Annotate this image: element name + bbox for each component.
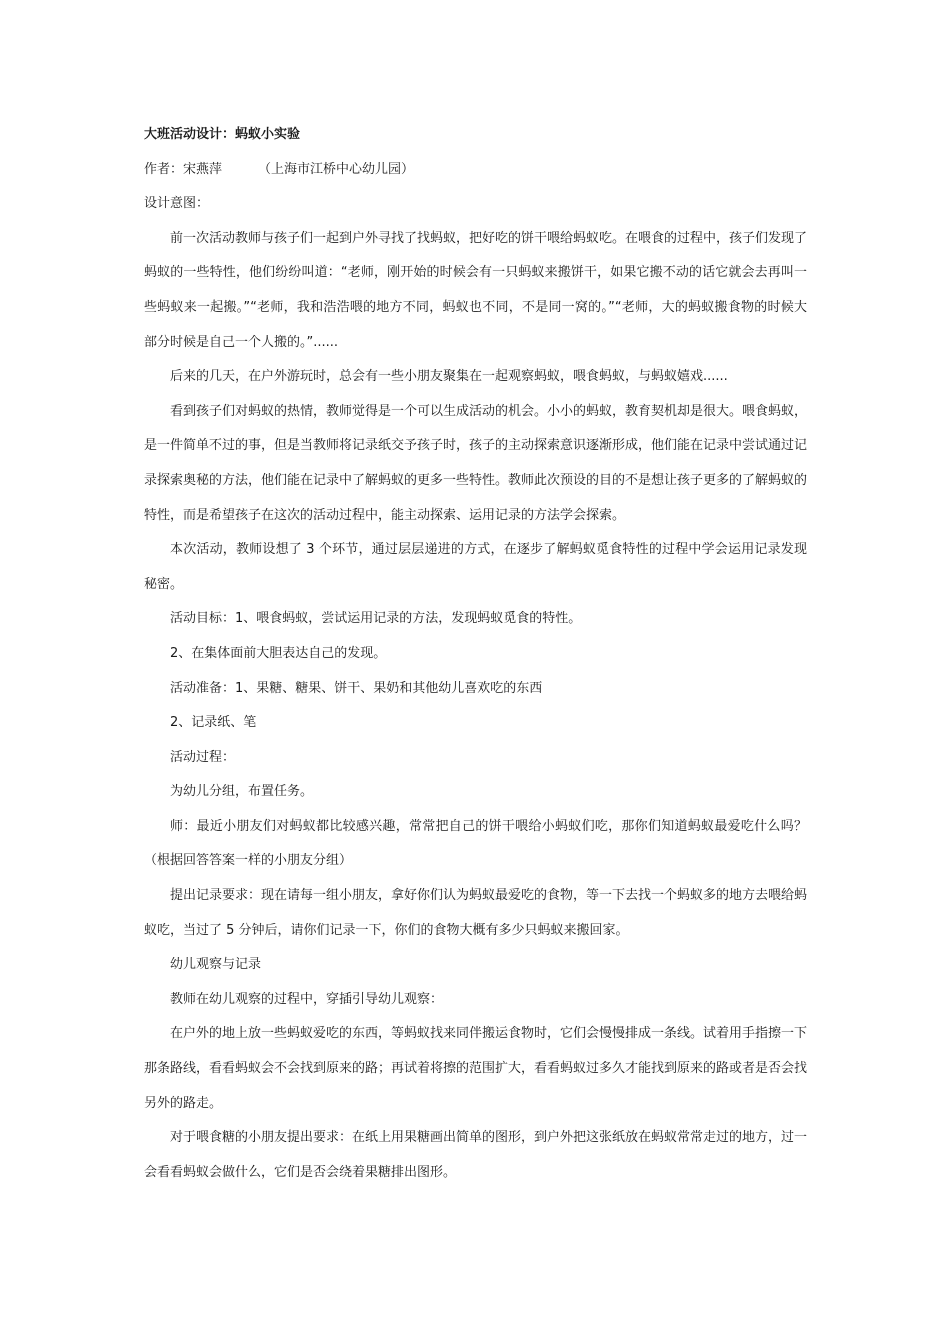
document-page: [144, 118, 807, 1190]
activity-goal-2: 2、在集体面前大胆表达自己的发现。: [170, 645, 387, 661]
author-organization: （上海市江桥中心幼儿园）: [258, 161, 415, 177]
activity-preparation-1: 活动准备：1、果糖、糖果、饼干、果奶和其他幼儿喜欢吃的东西: [170, 680, 543, 696]
process-step-grouping: 为幼儿分组，布置任务。: [170, 784, 314, 800]
design-intent-heading: 设计意图：: [144, 196, 210, 212]
paragraph-teacher-reflection: 看到孩子们对蚂蚁的热情，教师觉得是一个可以生成活动的机会。小小的蚂蚁，教育契机却是很大。喂食蚂蚁，是一件简单不过的事，但是当教师将记录纸交予孩子时，孩子的主动探索意识逐渐形成，他们能在记录中尝试通过记录探索奥秘的方法，他们能在记录中了解蚂蚁的更多一些特性。教师此次预设的目的不是想让孩子更多的了解蚂蚁的特性，而是希望孩子在这次的活动过程中，能主动探索、运用记录的方法学会探索。: [144, 403, 808, 523]
process-step-guidance: 教师在幼儿观察的过程中，穿插引导幼儿观察：: [170, 991, 444, 1007]
paragraph-outdoor-experiment: 在户外的地上放一些蚂蚁爱吃的东西，等蚂蚁找来同伴搬运食物时，它们会慢慢排成一条线。试着用手指擦一下那条路线，看看蚂蚁会不会找到原来的路；再试着将擦的范围扩大，看看蚂蚁过多久才能找到原来的路或者是否会找另外的路走。: [144, 1026, 808, 1111]
paragraph-following-days: 后来的几天，在户外游玩时，总会有一些小朋友聚集在一起观察蚂蚁，喂食蚂蚁，与蚂蚁嬉戏......: [170, 369, 728, 385]
paragraph-activity-plan: 本次活动，教师设想了 3 个环节，通过层层递进的方式，在逐步了解蚂蚁觅食特性的过程中学会运用记录发现秘密。: [144, 542, 807, 592]
paragraph-teacher-question: 师：最近小朋友们对蚂蚁都比较感兴趣，常常把自己的饼干喂给小蚂蚁们吃，那你们知道蚂蚁最爱吃什么吗？（根据回答答案一样的小朋友分组）: [144, 818, 807, 869]
activity-process-heading: 活动过程：: [170, 749, 236, 765]
activity-goal-1: 活动目标：1、喂食蚂蚁，尝试运用记录的方法，发现蚂蚁觅食的特性。: [170, 611, 582, 627]
activity-preparation-2: 2、记录纸、笔: [170, 715, 257, 731]
paragraph-recording-requirements: 提出记录要求：现在请每一组小朋友，拿好你们认为蚂蚁最爱吃的食物，等一下去找一个蚂蚁多的地方去喂给蚂蚁吃，当过了 5 分钟后，请你们记录一下，你们的食物大概有多少只蚂蚁来搬回家。: [144, 888, 808, 938]
document-title: 大班活动设计：蚂蚁小实验: [144, 127, 301, 142]
author-name: 作者：宋燕萍: [144, 161, 223, 177]
paragraph-sugar-shapes: 对于喂食糖的小朋友提出要求：在纸上用果糖画出简单的图形，到户外把这张纸放在蚂蚁常常走过的地方，过一会看看蚂蚁会做什么，它们是否会绕着果糖排出图形。: [144, 1130, 808, 1180]
process-step-observation: 幼儿观察与记录: [170, 957, 262, 973]
paragraph-previous-activity: 前一次活动教师与孩子们一起到户外寻找了找蚂蚁，把好吃的饼干喂给蚂蚁吃。在喂食的过程中，孩子们发现了蚂蚁的一些特性，他们纷纷叫道：“老师，刚开始的时候会有一只蚂蚁来搬饼干，如果它搬不动的话它就会去再叫一些蚂蚁来一起搬。”“老师，我和浩浩喂的地方不同，蚂蚁也不同，不是同一窝的。”“老师，大的蚂蚁搬食物的时候大部分时候是自己一个人搬的。”......: [144, 230, 808, 350]
author-line: [144, 153, 807, 188]
